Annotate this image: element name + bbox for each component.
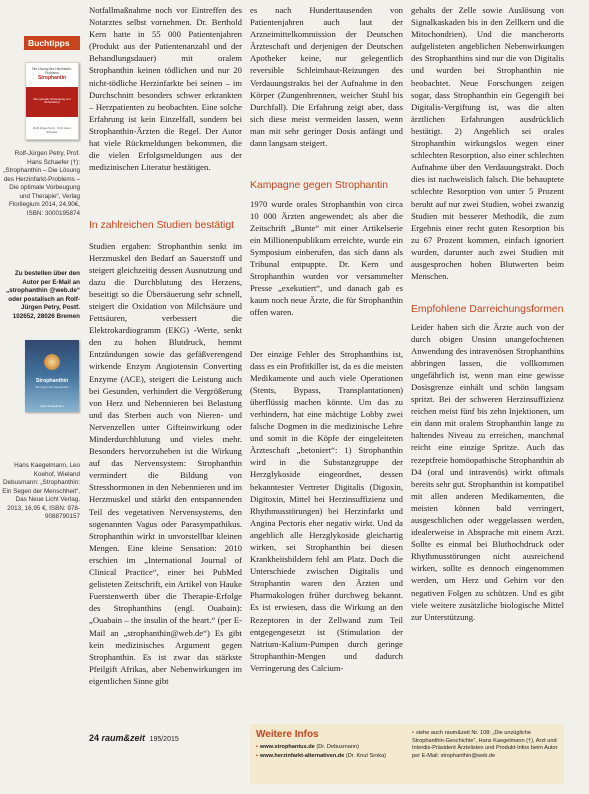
info-box-title: Weitere Infos: [256, 729, 319, 740]
info-link-note: (Dr. Knut Sroka): [345, 752, 386, 759]
info-link[interactable]: www.strophantus.de: [259, 744, 315, 750]
book1-cover-title: Die Lösung des Herzinfarkt-Problems: [32, 67, 72, 75]
further-info-box: [250, 724, 564, 784]
book-tips-sidebar: [0, 0, 80, 794]
article-column-2: [250, 4, 403, 709]
issue-number: 195/2015: [149, 736, 179, 743]
book-cover-strophantin: [25, 62, 79, 140]
info-side-note: [412, 730, 560, 760]
paragraph: 1970 wurde orales Strophanthin von circa 10 000 Ärzten angewendet; als aber die Zeitschrift „Bunte“ mit einer Artikelserie ein Millionenpublikum erreichte, wurde ein Symposium einberufen, das sich dann als Tribunal entpuppte. Dr. Kern und Strophanthin wurden vor versammelter Presse „exekutiert“, und danach gab es kaum noch neue Ärzte, die für Strophanthin offen waren.: [250, 198, 403, 318]
paragraph: gehalts der Zelle sowie Auslösung von Signalkaskaden bis in den Zellkern und die Mitochondrien). Und die mancherorts aufgelisteten angeblichen Nebenwirkungen des Strophanthins sind nur die von Digitalis und wurden bei Strophanthin nie beobachtet. Neue Forschungen zeigen sogar, dass Strophanthin ein Gegengift bei Digitalis-Vergiftung ist, was die alten ärztlichen Erfahrungen ausdrücklich bestätigt. 2) Angeblich sei orales Strophanthin wirkungslos wegen einer schlechten Resorption, also einer schlechten Aufnahme über den Verdauungstrakt. Doch dies ist nachweislich falsch. Die behauptete schlechte Resorption von unter 5 Prozent beruht auf nur zwei Studien, wobei zwanzig Studien mit besserer Methodik, die zum Ergebnis einer recht guten Resorption bis zu 67 Prozent kommen, einfach ignoriert wurden, darunter auch zwei Studien mit ausgesprochen hohen Blutwerten beim Menschen.: [411, 5, 564, 282]
order-info: Zu bestellen über den Autor per E-Mail an „strophanthin @web.de“ oder postalisch an Rolf-Jürgen Petry, Postf. 102652, 28026 Bremen: [5, 270, 80, 320]
info-link-list: [256, 744, 406, 761]
paragraph: Der einzige Fehler des Strophanthins ist, dass es ein Profitkiller ist, da es die meisten Medikamente und auch viele Operationen (Stents, Bypass, Transplantationen) überflüssig machen könnte. Um das zu verhindern, hat eine mächtige Lobby zwei falsche Dogmen in die medizinische Lehre und somit in die Köpfe der eingeleiteten Ärzteschaft „betoniert“: 1) Strophanthin wird in die Substanzgruppe der Herzglykoside eingeordnet, dessen bekanntester Vertreter Digitalis (Digoxin, Digitoxin, Mittel bei Herzinsuffizienz und Rhythmusstörungen) bei Herzinfarkt und Angina Pectoris eher negativ wirkt. Und da angeblich alle Herzglykoside gleichartig wirken, sei Strophanthin bei diesen Krankheitsbildern fehl am Platz. Doch die Unterschiede zwischen Digitalis und Strophantin waren den Ärzten und Pharmakologen früher durchweg bekannt. Es ist erwiesen, dass die Wirkung an den Rezeptoren in der Zellwand zum Teil entgegengesetzt ist (Stimulation der Natrium-Kalium-Pumpen durch geringe Strophanthin-Mengen und dadurch Verringerung des Calcium-: [250, 348, 403, 673]
article-column-3: [411, 4, 564, 709]
heart-icon: [44, 354, 60, 370]
book2-cover-title: Strophanthin: [35, 378, 69, 384]
info-link-note: (Dr. Debusmann): [316, 744, 359, 750]
paragraph: Leider haben sich die Ärzte auch von der durch obigen Unsinn unangefochtenen Anwendung des intravenösen Strophanthins abbringen lassen, die vollkommen ungefährlich ist, wenn man eine gewisse Dosisgrenze einhält und schön langsam spritzt. Bei der schweren Herzinsuffizienz reichen meist fünf bis zehn Injektionen, um ein dann mit oralem Strophanthin lange zu haltendes Niveau zu erreichen, manchmal reicht eine einzige Spritze. Auch das rezeptfreie homöopathische Strophanthin ab D4 (oral und intravenös) wirkt oftmals bereits sehr gut. Strophanthin ist kompatibel mit allen anderen Medikamenten, die meisten können bald verringert, ausgeschlichen oder weggelassen werden, idealerweise in Absprache mit einem Arzt. Sollte es einmal bei Bluthochdruck oder Rhythmusstörungen nicht ausreichend wirken, sollte es dennoch eingenommen werden, um Herz und Gehirn vor den negativen Folgen zu schützen. Und es gibt viele weitere zusätzliche biologische Mittel zur Unterstützung.: [411, 321, 564, 622]
book2-cover-subtitle: Ein Segen der Menschheit: [35, 385, 69, 389]
book1-caption: Rolf-Jürgen Petry, Prof. Hans Schaefer (†): „Strophanthin – Die Lösung des Herzinfarkt-Problems – Die optimale Vorbeugung und Therapie“, Verlag Florilegium 2014, 24,90€, ISBN: 3000195874: [3, 150, 80, 217]
bullet-icon: ▪: [256, 744, 258, 750]
list-item: [256, 753, 406, 761]
page-number: 24: [89, 733, 100, 743]
book1-cover-band-text: Die optimale Vorbeugung und Behandlung: [33, 97, 71, 105]
book1-cover-authors: Rolf-Jürgen Petry · Prof. Hans Schaefer: [33, 126, 71, 134]
book-cover-segen: [25, 340, 79, 412]
bullet-icon: ▪: [256, 752, 258, 759]
section-heading: In zahlreichen Studien bestätigt: [89, 220, 234, 231]
info-link[interactable]: www.herzinfarkt-alternativen.de: [259, 752, 345, 759]
section-heading: Kampagne gegen Strophantin: [250, 180, 389, 191]
info-side-note-text: siehe auch raum&zeit Nr. 108: „Die unzügliche Strophanthin-Geschichte“, Hans Kaegelmann (†), Arzt und Interdis-Präsident Ärztelisten und Produkt-Infos beim Autor per E-Mail: strophanthin@web.de: [412, 730, 558, 759]
book2-cover-authors: Hans Kaegelmann: [40, 404, 64, 408]
paragraph: es nach Hunderttausenden von Patientenjahren auch laut der Arzneimittelkommission der Deutschen Ärzteschaft und derjenigen der Deutschen Apotheker keine, nur gelegentlich reversible Schleimhaut-Reizungen des Verdauungstrakts bei der Aufnahme in den Körper (Zungenbrennen, weicher Stuhl bis Durchfall). Die Erfahrung zeigt aber, dass sich diese meist vermeiden lassen, wenn man mit sehr geringer Dosis anfängt und dann langsam steigert.: [250, 5, 403, 149]
book2-caption: Hans Kaegelmann, Leo Koehof, Wieland Debusmann: „Strophanthin: Ein Segen der Menschheit“, Das Neue Licht Verlag, 2013, 16,95 €, ISBN: 978-9088790157: [2, 462, 80, 520]
book1-cover-brand: Strophantin: [37, 75, 67, 81]
paragraph: Studien ergaben: Strophanthin senkt im Herzmuskel den Bedarf an Sauerstoff und steigert gleichzeitig dessen Ausnutzung und dazu die Durchblutung des Herzens, beseitigt so die Übersäuerung sehr schnell, steigert die Oxidation von Milchsäure und Fettsäuren, verbessert die Elektrokardiogramm (EKG) -Werte, senkt den zu hohen Blutdruck, hemmt Entzündungen sowie das gefäßverengend wirkende Enzym Angiotensin Converting Enzyme (ACE), steigert die Leistung auch bei Gesunden, verhindert die Vergrößerung von Herz und Nebennieren bei Belastung und das Sterben auch von Nieren- und Nervenzellen unter Gifteinwirkung oder Minderdurchblutung und vieles mehr. Besonders hervorzuheben ist die Wirkung auf das Nervensystem: Strophanthin vermindert die Bildung von Stresshormonen in den Nebennieren und im Herzmuskel und stärkt den entspannenden Teil des vegetativen Nervensystems, den sogenannten Vagus oder Parasympathikus. Strophanthin wirkt in unvorstellbar kleinen Mengen. Eine kleine Sensation: 2010 erschien im „International Journal of Clinical Practice“, einer bei PubMed gelisteten Zeitschrift, ein Artikel von Hauke Fuerstenwerth über die Therapie-Erfolge des Strophanthins (engl. Ouabain): „Ouabain – the insulin of the heart.“ (per E-Mail an „strophanthin@web.de“) Es gibt kein medizinisches Argument gegen Strophanthin. Es ist zwar das stärkste Pfeilgift Afrikas, aber Nebenwirkungen im eigentlichen Sinne gibt: [89, 240, 242, 686]
list-item: [256, 744, 406, 752]
book-tips-label: Buchtipps: [24, 36, 80, 50]
magazine-name: raum&zeit: [101, 733, 146, 743]
paragraph: Notfallmaßnahme noch vor Eintreffen des Notarztes selbst vornehmen. Dr. Berthold Kern hatte in 55 000 Patientenjahren (Produkt aus der Patientenanzahl und der Behandlungsdauer) mit oralem Strophanthin keinen tödlichen und nur 20 nicht-tödliche Herzinfarkte bei seinen – im Durchschnitt besonders schwer erkrankten – Herzpatienten zu beobachten. Eine solche Erfahrung ist kein Einzelfall, sondern bei Strophanthin-Ärzten die Regel. Der Autor hat viele Rückmeldungen bekommen, die die vielen Erfolgsmeldungen aus der medizinischen Literatur bestätigen.: [89, 5, 242, 173]
page-footer: [89, 733, 179, 743]
section-heading: Empfohlene Darreichungsformen: [411, 304, 564, 315]
bullet-icon: ▪: [412, 730, 414, 736]
article-column-1: [89, 4, 242, 709]
